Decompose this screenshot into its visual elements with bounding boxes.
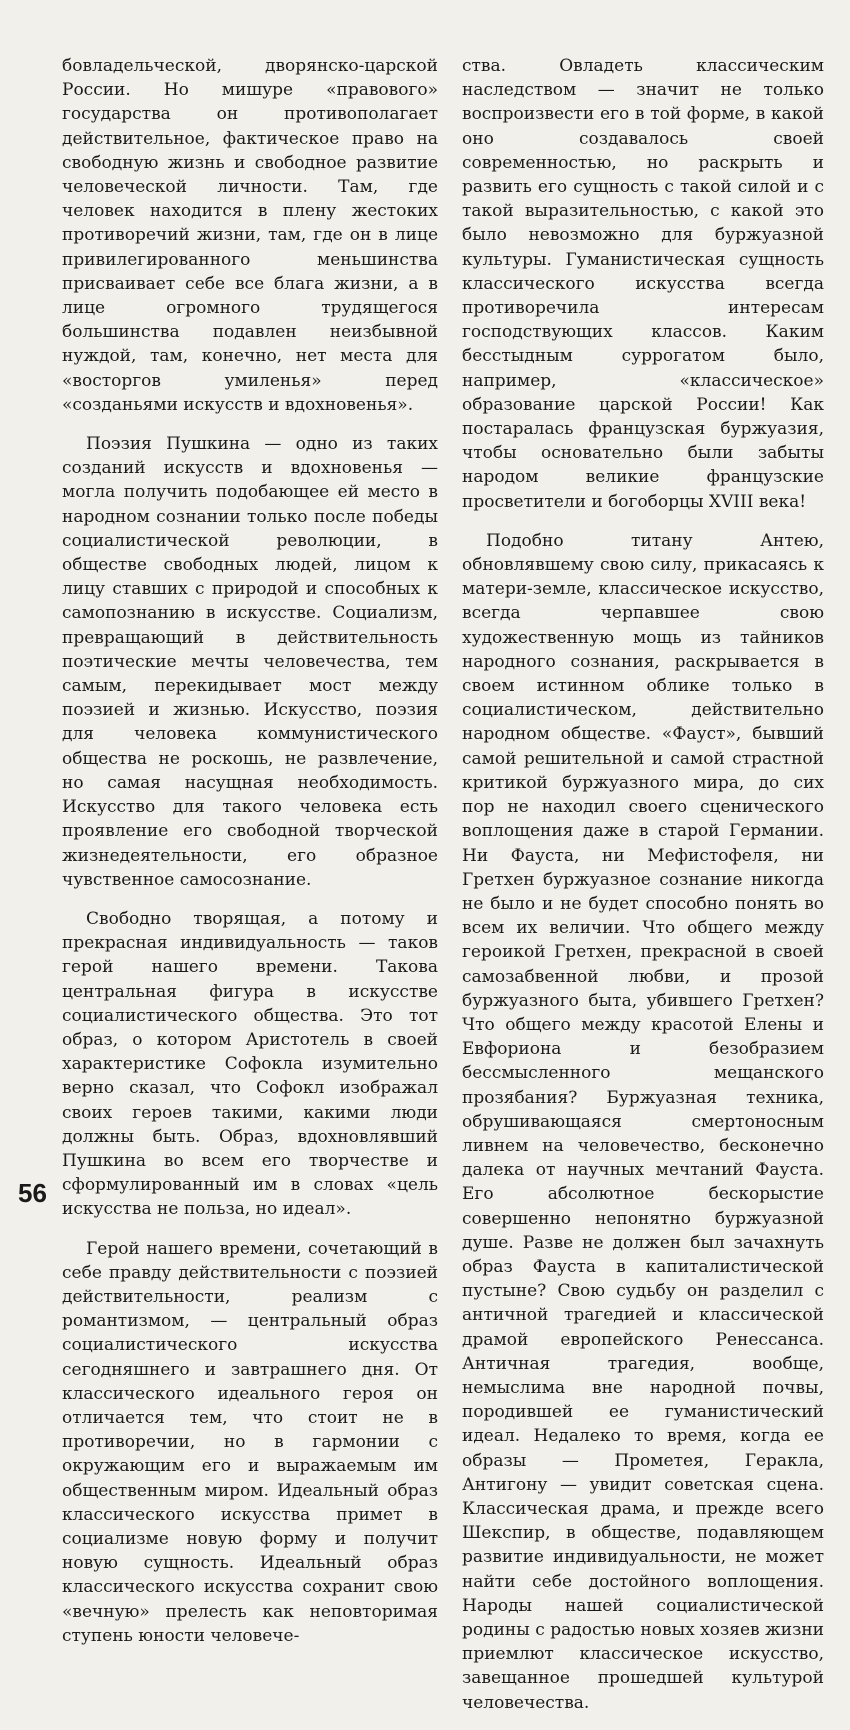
paragraph: ства. Овладеть классическим наследством — значит не только воспроизвести его в той форме, в какой оно создавалось своей современностью, но раскрыть и развить его сущность с такой силой и с такой выразительностью, с какой это было невозможно для буржуазной культуры. Гуманистическая сущность классического искусства всегда противоречила интересам господствующих классов. Каким бесстыдным суррогатом было, например, «классическое» образование царской России! Как постаралась французская буржуазия, чтобы основательно были забыты народом великие французские просветители и богоборцы XVIII века! <box>462 56 824 512</box>
page-number: 56 <box>18 1178 47 1208</box>
paragraph: Подобно титану Антею, обновлявшему свою силу, прикасаясь к матери-земле, классическое искусство, всегда черпавшее свою художественную мощь из тайников народного сознания, раскрывается в своем истинном облике только в социалистическом, действительно народном обществе. «Фауст», бывший самой решительной и самой страстной критикой буржуазного мира, до сих пор не находил своего сценического воплощения даже в старой Германии. Ни Фауста, ни Мефистофеля, ни Гретхен буржуазное сознание никогда не было и не будет способно понять во всем их величии. Что общего между героикой Гретхен, прекрасной в своей самозабвенной любви, и прозой буржуазного быта, убившего Гретхен? Что общего между красотой Елены и Евфориона и безобразием бессмысленного мещанского прозябания? Буржуазная техника, обрушивающаяся смертоносным ливнем на человечество, бесконечно далека от научных мечтаний Фауста. Его абсолютное бескорыстие совершенно непонятно буржуазной душе. Разве не должен был зачахнуть образ Фауста в капиталистической пустыне? Свою судьбу он разделил с античной трагедией и классической драмой европейского Ренессанса. Античная трагедия, вообще, немыслима вне народной почвы, породившей ее гуманистический идеал. Недалеко то время, когда ее образы — Прометея, Геракла, Антигону — увидит советская сцена. Классическая драма, и прежде всего Шекспир, в обществе, подавляющем развитие индивидуальности, не может найти себе достойного воплощения. Народы нашей социалистической родины с радостью новых хозяев жизни приемлют классическое искусство, завещанное прошедшей культурой человечества. <box>462 530 824 1713</box>
paragraph: Герой нашего времени, сочетающий в себе правду действительности с поэзией действительности, реализм с романтизмом, — центральный образ социалистического искусства сегодняшнего и завтрашнего дня. От классического идеального героя он отличается тем, что стоит не в противоречии, но в гармонии с окружающим его и выражаемым им общественным миром. Идеальный образ классического искусства примет в социализме новую форму и получит новую сущность. Идеальный образ классического искусства сохранит свою «вечную» прелесть как неповторимая ступень юности человече- <box>62 1238 438 1646</box>
right-column <box>462 54 824 1730</box>
left-column <box>62 54 438 1663</box>
paragraph: Свободно творящая, а потому и прекрасная индивидуальность — таков герой нашего времени. Такова центральная фигура в искусстве социалистического общества. Это тот образ, о котором Аристотель в своей характеристике Софокла изумительно верно сказал, что Софокл изображал своих героев такими, какими люди должны быть. Образ, вдохновлявший Пушкина во всем его творчестве и сформулированный им в словах «цель искусства не польза, но идеал». <box>62 908 438 1220</box>
paragraph: Поэзия Пушкина — одно из таких созданий искусств и вдохновенья — могла получить подобающее ей место в народном сознании только после победы социалистической революции, в обществе свободных людей, лицом к лицу ставших с природой и способных к самопознанию в искусстве. Социализм, превращающий в действительность поэтические мечты человечества, тем самым, перекидывает мост между поэзией и жизнью. Искусство, поэзия для человека коммунистического общества не роскошь, не развлечение, но самая насущная необходимость. Искусство для такого человека есть проявление его свободной творческой жизнедеятельности, его образное чувственное самосознание. <box>62 434 438 890</box>
paragraph: бовладельческой, дворянско-царской России. Но мишуре «правового» государства он противополагает действительное, фактическое право на свободную жизнь и свободное развитие человеческой личности. Там, где человек находится в плену жестоких противоречий жизни, там, где он в лице привилегированного меньшинства присваивает себе все блага жизни, а в лице огромного трудящегося большинства подавлен неизбывной нуждой, там, конечно, нет места для «восторгов умиленья» перед «созданьями искусств и вдохновенья». <box>62 56 438 415</box>
